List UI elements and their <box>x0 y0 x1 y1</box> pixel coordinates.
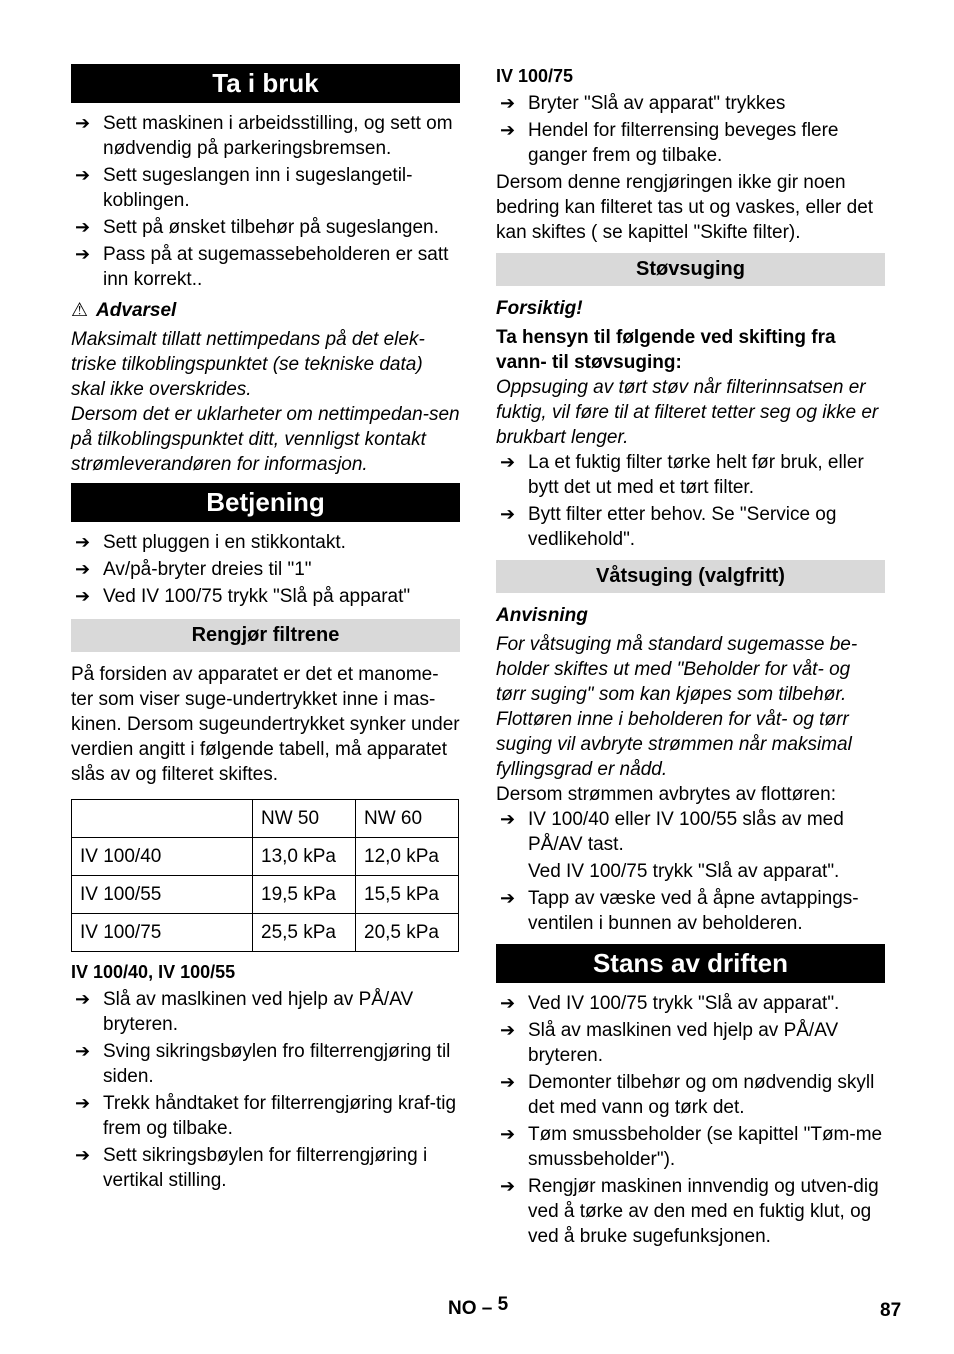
list-item: ➔ Av/på-bryter dreies til "1" <box>75 559 312 580</box>
list-item: ➔ Sett sikringsbøylen for filterrengjøring i vertikal stilling. <box>75 1145 428 1191</box>
arrow-right-icon: ➔ <box>75 559 91 579</box>
list-item: ➔ Ved IV 100/75 trykk "Slå på apparat" <box>75 586 411 607</box>
list-item: ➔ Tøm smussbeholder (se kapittel "Tøm-me smussbeholder"). <box>500 1124 883 1170</box>
list-item: ➔ Sett sugeslangen inn i sugeslangetil-koblingen. <box>75 165 413 211</box>
vatsuging-text: Dersom strømmen avbrytes av flottøren: <box>496 784 836 805</box>
heading-ta-i-bruk: Ta i bruk <box>71 64 460 103</box>
arrow-right-icon: ➔ <box>500 993 516 1013</box>
arrow-right-icon: ➔ <box>500 1124 516 1144</box>
list-betjening <box>71 530 460 609</box>
arrow-right-icon: ➔ <box>75 217 91 237</box>
table-cell: 15,5 kPa <box>356 876 459 914</box>
list-item: ➔ Ved IV 100/75 trykk "Slå av apparat". <box>500 993 840 1014</box>
list-item: ➔ IV 100/40 eller IV 100/55 slås av med PÅ/AV tast. <box>500 809 844 855</box>
arrow-right-icon: ➔ <box>75 586 91 606</box>
warning-text: Maksimalt tillatt nettimpedans på det elek-triske tilkoblingspunktet (se tekniske data) skal ikke overskrides. <box>71 329 425 400</box>
left-column <box>71 64 460 1195</box>
page-number: 87 <box>880 1300 902 1321</box>
sub-heading-iv40-iv55: IV 100/40, IV 100/55 <box>71 962 236 982</box>
heading-rengjor-filtrene: Rengjør filtrene <box>71 619 460 652</box>
list-item: ➔ La et fuktig filter tørke helt før bruk, eller bytt det ut med et tørt filter. <box>500 452 864 498</box>
table-header-row <box>72 800 459 838</box>
list-vatsuging-2 <box>496 886 885 936</box>
sub-heading-iv75: IV 100/75 <box>496 66 574 86</box>
list-iv40-iv55 <box>71 987 460 1193</box>
list-stans <box>496 991 885 1249</box>
list-item: ➔ Sett på ønsket tilbehør på sugeslangen. <box>75 217 439 238</box>
list-item: ➔ Slå av maslkinen ved hjelp av PÅ/AV bryteren. <box>500 1020 839 1066</box>
table-cell: 13,0 kPa <box>253 838 356 876</box>
arrow-right-icon: ➔ <box>75 165 91 185</box>
arrow-right-icon: ➔ <box>500 809 516 829</box>
list-iv75 <box>496 91 885 168</box>
table-cell: NW 50 <box>253 800 356 838</box>
iv75-text: Dersom denne rengjøringen ikke gir noen bedring kan filteret tas ut og vaskes, eller det kan skiftes ( se kapittel "Skifte filter). <box>496 172 874 243</box>
arrow-right-icon: ➔ <box>75 244 91 264</box>
page-footer-label: NO – 5 <box>448 1294 509 1319</box>
table-row <box>72 838 459 876</box>
heading-vatsuging: Våtsuging (valgfritt) <box>496 560 885 593</box>
note-text: Flottøren inne i beholderen for våt- og tørr suging vil avbryte strømmen når maksimal fyllingsgrad er nådd. <box>496 709 852 780</box>
arrow-right-icon: ➔ <box>75 1093 91 1113</box>
pressure-table <box>71 799 459 952</box>
arrow-right-icon: ➔ <box>500 1020 516 1040</box>
table-cell: IV 100/40 <box>72 838 253 876</box>
list-item: ➔ Demonter tilbehør og om nødvendig skyll det med vann og tørk det. <box>500 1072 875 1118</box>
warning-triangle-icon: ⚠ <box>71 300 89 321</box>
vatsuging-sub-text: Ved IV 100/75 trykk "Slå av apparat". <box>528 861 840 882</box>
table-cell: NW 60 <box>356 800 459 838</box>
list-item: ➔ Slå av maslkinen ved hjelp av PÅ/AV bryteren. <box>75 989 414 1035</box>
list-item: ➔ Pass på at sugemassebeholderen er satt inn korrekt.. <box>75 244 449 290</box>
table-cell: IV 100/75 <box>72 914 253 952</box>
list-item: ➔ Sett pluggen i en stikkontakt. <box>75 532 346 553</box>
arrow-right-icon: ➔ <box>75 989 91 1009</box>
stovsuging-italic-text: Oppsuging av tørt støv når filterinnsatsen er fuktig, vil føre til at filteret tetter seg og ikke er brukbart lenger. <box>496 377 879 448</box>
arrow-right-icon: ➔ <box>500 888 516 908</box>
heading-stans-av-driften: Stans av driften <box>496 944 885 983</box>
table-row <box>72 914 459 952</box>
list-item: ➔ Sett maskinen i arbeidsstilling, og sett om nødvendig på parkeringsbremsen. <box>75 113 453 159</box>
arrow-right-icon: ➔ <box>75 1041 91 1061</box>
table-cell: 12,0 kPa <box>356 838 459 876</box>
table-cell: 19,5 kPa <box>253 876 356 914</box>
arrow-right-icon: ➔ <box>500 1176 516 1196</box>
right-column <box>496 64 885 1251</box>
table-cell: 20,5 kPa <box>356 914 459 952</box>
list-item: ➔ Bytt filter etter behov. Se "Service og vedlikehold". <box>500 504 837 550</box>
list-item: ➔ Sving sikringsbøylen fro filterrengjøring til siden. <box>75 1041 451 1087</box>
list-ta-i-bruk <box>71 111 460 292</box>
heading-betjening: Betjening <box>71 483 460 522</box>
note-text: For våtsuging må standard sugemasse be-holder skiftes ut med "Beholder for våt- og tørr suging" som kan kjøpes som tilbehør. <box>496 634 858 705</box>
arrow-right-icon: ➔ <box>500 452 516 472</box>
warning-label: ⚠ Advarsel <box>71 300 177 321</box>
list-item: ➔ Hendel for filterrensing beveges flere ganger frem og tilbake. <box>500 120 839 166</box>
list-vatsuging <box>496 807 885 857</box>
arrow-right-icon: ➔ <box>500 504 516 524</box>
caution-label: Forsiktig! <box>496 298 583 319</box>
table-cell: 25,5 kPa <box>253 914 356 952</box>
arrow-right-icon: ➔ <box>500 1072 516 1092</box>
arrow-right-icon: ➔ <box>75 1145 91 1165</box>
note-label: Anvisning <box>496 605 588 626</box>
list-item: ➔ Trekk håndtaket for filterrengjøring kraf-tig frem og tilbake. <box>75 1093 457 1139</box>
rengjor-text: På forsiden av apparatet er det et manome-ter som viser suge-undertrykket inne i mas-kinen. Dersom sugeundertrykket synker under verdien angitt i følgende tabell, må apparatet slås av og filteret skiftes. <box>71 664 460 785</box>
heading-stovsuging: Støvsuging <box>496 253 885 286</box>
list-item: ➔ Bryter "Slå av apparat" trykkes <box>500 93 786 114</box>
arrow-right-icon: ➔ <box>75 532 91 552</box>
list-item: ➔ Rengjør maskinen innvendig og utven-dig ved å tørke av den med en fuktig klut, og ved å bruke sugefunksjonen. <box>500 1176 879 1247</box>
stovsuging-bold-text: Ta hensyn til følgende ved skifting fra vann- til støvsuging: <box>496 327 836 373</box>
warning-text: Dersom det er uklarheter om nettimpedan-sen på tilkoblingspunktet ditt, vennligst kontakt strømleverandøren for informasjon. <box>71 404 460 475</box>
list-stovsuging <box>496 450 885 552</box>
list-item: ➔ Tapp av væske ved å åpne avtappings-ventilen i bunnen av beholderen. <box>500 888 859 934</box>
arrow-right-icon: ➔ <box>500 93 516 113</box>
table-cell: IV 100/55 <box>72 876 253 914</box>
arrow-right-icon: ➔ <box>75 113 91 133</box>
table-row <box>72 876 459 914</box>
table-cell <box>72 800 253 838</box>
arrow-right-icon: ➔ <box>500 120 516 140</box>
